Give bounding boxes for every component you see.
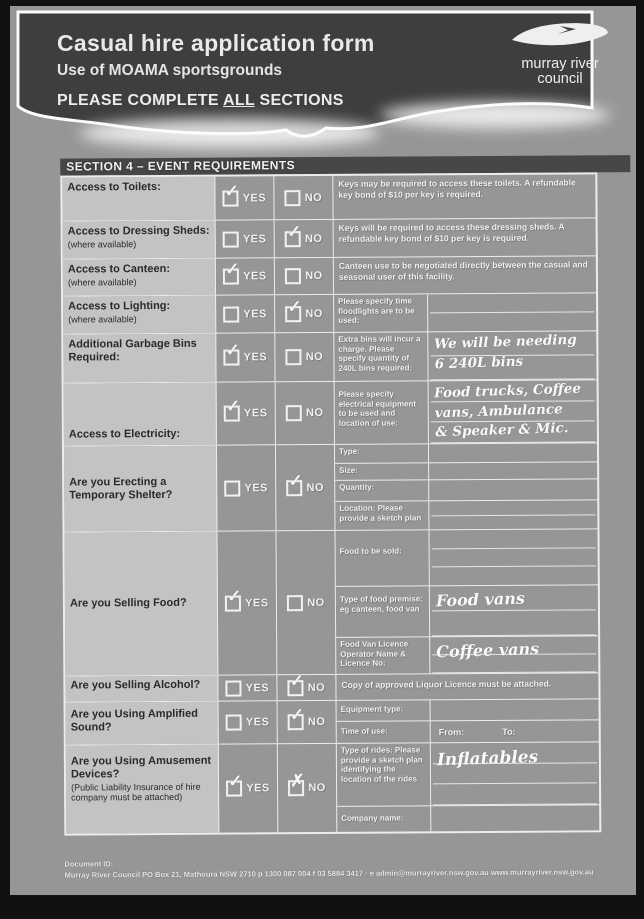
logo-line1: murray river <box>521 56 599 72</box>
logo-line2: council <box>537 71 583 88</box>
checkbox-icon <box>224 480 240 496</box>
shelter-location-label: Location: Please provide a sketch plan <box>335 501 429 530</box>
electricity-yes-checkbox[interactable] <box>217 382 276 444</box>
row-label-lighting <box>63 296 216 334</box>
document-id-label: Document ID: <box>64 859 114 869</box>
no-label: NO <box>304 191 323 204</box>
lighting-yes-checkbox[interactable] <box>216 295 275 332</box>
shelter-location-field[interactable] <box>429 500 597 529</box>
yes-label: YES <box>245 716 270 729</box>
checkbox-icon <box>288 670 304 696</box>
tick-mark: ✓ <box>225 259 240 279</box>
row-label-text: Are you Selling Alcohol? <box>70 678 201 692</box>
checkbox-icon <box>224 396 241 422</box>
food-sold-label: Food to be sold: <box>335 530 429 586</box>
food-licence-label: Food Van Licence Operator Name & Licence No: <box>336 637 430 674</box>
form-title: Casual hire application form <box>57 30 375 56</box>
yes-label: YES <box>243 270 267 283</box>
row-label-garbage-bins <box>63 334 216 383</box>
tick-mark: ✓ <box>227 586 242 606</box>
lighting-note: Please specify time floodlights are to be used: <box>334 294 428 332</box>
no-label: NO <box>306 481 325 494</box>
instruction-post: SECTIONS <box>254 92 344 109</box>
shelter-no-checkbox[interactable] <box>276 445 336 530</box>
tick-mark: ✓ <box>288 470 303 490</box>
alcohol-no-checkbox[interactable] <box>277 670 336 700</box>
canteen-no-checkbox[interactable] <box>275 258 334 294</box>
shelter-quantity-label: Quantity: <box>335 480 429 501</box>
sound-time-field[interactable] <box>431 720 599 742</box>
row-label-text: Access to Canteen: <box>67 262 171 276</box>
row-label-text: Are you Using Amusement Devices? <box>70 754 212 781</box>
handwriting-line: Food trucks, Coffee <box>433 380 582 402</box>
sound-equipment-field[interactable] <box>431 699 599 720</box>
table-row <box>63 293 596 334</box>
checkbox-icon <box>226 680 242 696</box>
amusement-rides-label: Type of rides: Please provide a sketch plan identifying the location of the rides <box>337 743 431 806</box>
tick-mark: ✓ <box>289 705 305 725</box>
row-label-text: Access to Toilets: <box>67 180 161 194</box>
yes-label: YES <box>244 481 269 494</box>
row-sublabel: (where available) <box>68 314 137 325</box>
row-label-text: Additional Garbage Bins Required: <box>68 337 197 364</box>
shelter-type-field[interactable] <box>429 443 597 462</box>
tick-mark: ✓ <box>287 296 302 316</box>
handwritten-answer: Food vans <box>435 588 526 611</box>
row-note: Canteen use to be negotiated directly between the casual and seasonal user of this facility. <box>338 259 588 282</box>
checkbox-icon <box>223 181 239 206</box>
checkbox-icon <box>223 231 239 247</box>
sound-equipment-label: Equipment type: <box>337 700 431 721</box>
shelter-yes-checkbox[interactable] <box>217 445 277 530</box>
instruction-all: ALL <box>223 92 255 109</box>
electricity-answer-field[interactable] <box>429 380 597 443</box>
lighting-answer-field[interactable] <box>428 293 596 331</box>
sound-yes-checkbox[interactable] <box>219 701 278 743</box>
tick-mark: ✓ <box>228 771 243 791</box>
checkbox-icon <box>225 586 242 611</box>
handwriting-line: 6 240L bins <box>434 353 524 372</box>
row-label-text: Access to Lighting: <box>68 299 171 313</box>
checkbox-icon <box>226 771 243 796</box>
tick-mark: ✓ <box>286 221 302 241</box>
canteen-yes-checkbox[interactable] <box>216 258 275 294</box>
row-label-text: Access to Dressing Sheds: <box>67 224 210 238</box>
row-label-canteen <box>63 259 216 296</box>
shelter-quantity-field[interactable] <box>429 479 597 500</box>
sound-no-checkbox[interactable] <box>278 701 337 743</box>
no-label: NO <box>305 307 323 320</box>
cross-mark: ✗ <box>290 771 305 791</box>
tick-mark: ✓ <box>289 670 304 690</box>
checkbox-icon <box>224 340 240 366</box>
table-row <box>66 742 600 833</box>
table-row <box>64 380 597 446</box>
checkbox-icon <box>285 296 302 322</box>
amusement-rides-field[interactable] <box>431 742 599 805</box>
toilets-no-checkbox[interactable] <box>274 176 333 219</box>
row-label-electricity <box>64 383 217 446</box>
checkbox-icon <box>286 470 303 496</box>
tick-mark: ✓ <box>225 340 240 360</box>
handwriting-line: vans, Ambulance <box>434 400 563 421</box>
toilets-yes-checkbox[interactable] <box>215 176 274 219</box>
yes-label: YES <box>243 351 268 364</box>
no-label: NO <box>307 596 325 609</box>
no-label: NO <box>307 681 326 694</box>
row-label-text: Are you Erecting a Temporary Shelter? <box>69 475 173 502</box>
row-note: Copy of approved Liquor Licence must be attached. <box>341 678 552 690</box>
form-subtitle: Use of MOAMA sportsgrounds <box>57 62 283 79</box>
council-contact-line: Murray River Council PO Box 21, Mathoura NSW 2710 p 1300 087 004 f 03 5884 3417 · e admin@murrayriver.nsw.gov.au www.murrayriver.nsw.gov.au <box>64 867 594 880</box>
checkbox-icon <box>288 771 305 796</box>
food-premise-field[interactable] <box>430 585 598 636</box>
checkbox-icon <box>286 349 302 365</box>
alcohol-yes-checkbox[interactable] <box>218 675 277 700</box>
food-sold-field[interactable] <box>429 529 597 585</box>
shelter-type-label: Type: <box>335 444 429 463</box>
sound-time-label: Time of use: <box>337 721 431 743</box>
row-label-toilets <box>62 177 215 221</box>
yes-label: YES <box>243 407 268 420</box>
garbage-no-checkbox[interactable] <box>275 333 334 381</box>
electricity-note: Please specify electrical equipment to be used and location of use: <box>335 381 429 444</box>
handwritten-answer: Inflatables <box>436 747 539 771</box>
row-sublabel: (Public Liability Insurance of hire company must be attached) <box>71 781 201 803</box>
tick-mark: ✓ <box>225 396 241 416</box>
checkbox-icon <box>285 221 302 247</box>
shelter-size-field[interactable] <box>429 462 597 479</box>
row-note: Keys may be required to access these toilets. A refundable key bond of $10 per key is required. <box>338 177 576 200</box>
table-row <box>65 670 598 702</box>
table-row <box>62 174 595 221</box>
table-row <box>63 218 596 259</box>
handwriting-line: & Speaker & Mic. <box>435 420 569 441</box>
row-note: Keys will be required to access these dressing sheds. A refundable key bond of $10 per key is required. <box>338 221 565 244</box>
dressing-yes-checkbox[interactable] <box>216 220 275 257</box>
table-row <box>64 443 598 532</box>
food-licence-field[interactable] <box>430 636 598 673</box>
dressing-no-checkbox[interactable] <box>275 220 334 257</box>
checkbox-icon <box>226 715 242 731</box>
checkbox-icon <box>286 405 302 421</box>
no-label: NO <box>308 781 326 795</box>
food-no-checkbox[interactable] <box>276 531 336 674</box>
garbage-note: Extra bins will incur a charge. Please specify quantity of 240L bins required: <box>334 332 428 381</box>
yes-label: YES <box>246 782 270 795</box>
lighting-no-checkbox[interactable] <box>275 295 334 332</box>
yes-label: YES <box>245 681 270 694</box>
scanned-form-page <box>10 6 636 895</box>
row-label-text: Are you Selling Food? <box>69 596 187 610</box>
from-label: From: <box>438 726 465 737</box>
yes-label: YES <box>242 191 267 204</box>
section-4-header: SECTION 4 – EVENT REQUIREMENTS <box>60 155 630 175</box>
amusement-company-field[interactable] <box>431 805 599 831</box>
electricity-no-checkbox[interactable] <box>276 382 335 444</box>
handwriting-line: We will be needing <box>433 331 577 353</box>
no-label: NO <box>305 350 324 364</box>
row-label-temporary-shelter <box>64 446 218 532</box>
row-label-dressing-sheds <box>63 221 216 259</box>
to-label: To: <box>502 726 516 737</box>
yes-label: YES <box>242 232 267 245</box>
yes-label: YES <box>243 307 267 320</box>
row-label-selling-alcohol <box>65 676 218 702</box>
garbage-yes-checkbox[interactable] <box>216 333 275 381</box>
yes-label: YES <box>245 596 269 609</box>
table-row <box>66 699 599 745</box>
food-premise-label: Type of food premise: eg canteen, food van <box>336 586 430 637</box>
checkbox-icon <box>223 259 240 285</box>
amusement-company-label: Company name: <box>337 806 431 832</box>
table-row <box>64 529 598 676</box>
row-label-amusement-devices <box>66 745 220 834</box>
table-row <box>63 331 596 383</box>
no-label: NO <box>307 715 326 729</box>
row-sublabel: (where available) <box>67 239 137 250</box>
no-label: NO <box>305 406 324 420</box>
shelter-size-label: Size: <box>335 463 429 480</box>
tick-mark: ✓ <box>224 181 239 201</box>
checkbox-icon <box>285 190 301 206</box>
row-label-selling-food <box>64 532 218 676</box>
garbage-answer-field[interactable] <box>428 331 596 380</box>
row-sublabel: (where available) <box>67 277 137 288</box>
page-footer <box>64 855 624 881</box>
food-yes-checkbox[interactable] <box>217 531 277 674</box>
checkbox-icon <box>288 705 305 730</box>
no-label: NO <box>304 232 323 245</box>
table-row <box>63 256 596 296</box>
handwritten-answer: Coffee vans <box>435 639 540 662</box>
amusement-yes-checkbox[interactable] <box>219 744 279 832</box>
checkbox-icon <box>287 595 303 611</box>
row-label-text: Access to Electricity: <box>68 427 181 441</box>
no-label: NO <box>305 269 323 283</box>
checkbox-icon <box>285 268 301 284</box>
event-requirements-table <box>60 172 601 835</box>
row-label-amplified-sound <box>66 702 219 745</box>
row-label-text: Are you Using Amplified Sound? <box>70 707 198 734</box>
instruction-pre: PLEASE COMPLETE <box>57 92 224 109</box>
amusement-no-checkbox[interactable] <box>278 744 338 832</box>
checkbox-icon <box>223 306 239 322</box>
